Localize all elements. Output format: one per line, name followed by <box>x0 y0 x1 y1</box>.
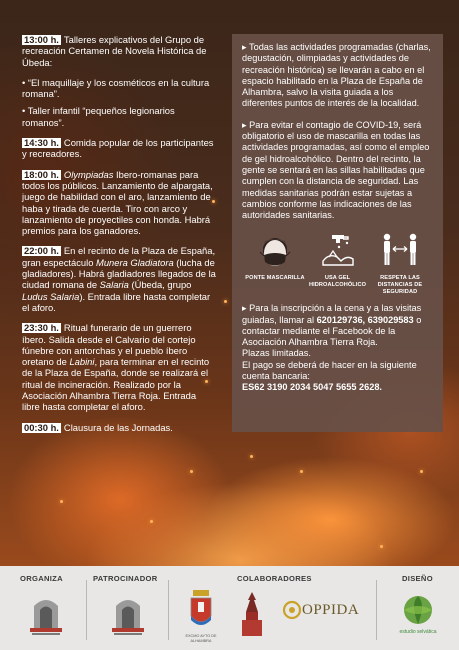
schedule-text: Talleres explicativos del Grupo de recreación Certamen de Novela Histórica de Úbeda: <box>22 34 207 68</box>
schedule-item-1300 <box>22 34 216 68</box>
ember <box>150 520 153 523</box>
time-badge: 18:00 h. <box>24 168 59 180</box>
mask-rule <box>244 231 306 295</box>
leaf-design-logo-icon <box>400 592 436 628</box>
covid-icons-row <box>242 231 433 295</box>
distance-rule <box>369 231 431 295</box>
oppida-logo-text: OPPIDA <box>302 602 360 618</box>
schedule-text: Comida popular de los participantes y recreadores. <box>22 137 214 160</box>
ayto-caption: EXCMO AYTO DE ALHAMBRA <box>185 634 217 643</box>
workshop-bullet-2: • Taller infantil “pequeños legionarios romanos”. <box>22 105 175 128</box>
schedule-text-em: Salaria <box>99 279 129 291</box>
phone-numbers: 620129736, 639029583 <box>316 314 414 325</box>
face-mask-icon <box>254 231 296 271</box>
ember <box>60 500 63 503</box>
sponsor-logo <box>106 592 150 638</box>
info-panel <box>232 34 443 432</box>
divider <box>376 580 377 640</box>
association-logo <box>24 592 68 638</box>
schedule-text-em: Ludus Salaria <box>22 290 80 302</box>
time-badge: 00:30 h. <box>24 421 59 433</box>
ember <box>224 300 227 303</box>
icon-label: PONTE MASCARILLA <box>245 275 305 282</box>
icon-label: USA GEL HIDROALCOHÓLICO <box>308 275 367 289</box>
bank-account: ES62 3190 2034 5047 5655 2628. <box>242 382 382 393</box>
schedule-text: Ritual funerario de un guerrero íbero. Salida desde el Calvario del cortejo fúnebre con antorchas y el pueblo íbero oretano de <box>22 322 196 368</box>
gel-rule <box>307 231 369 295</box>
time-badge: 23:30 h. <box>24 322 59 334</box>
info-covid: ▸ Para evitar el contagio de COVID-19, será obligatorio el uso de mascarilla en todas las actividades programadas, así como el empleo de gel hidroalcohólico. Dentro del recinto, la gente se sentará en las sillas habilitadas que cumplen con la distancia de seguridad. Las medidas sanitarias podrán estar sujetas a cambios conforme las indicaciones de las autoridades sanitarias. <box>242 119 430 221</box>
selvatica-caption: estudio selvática <box>399 629 437 635</box>
colaboradores-heading: COLABORADORES <box>237 574 312 583</box>
time-badge: 14:30 h. <box>24 137 59 149</box>
hand-sanitizer-icon <box>317 231 359 271</box>
schedule-item-0030 <box>22 422 216 433</box>
schedule-text-em: Labini <box>69 356 95 368</box>
icon-label: RESPETA LAS DISTANCIAS DE SEGURIDAD <box>377 275 423 295</box>
diseno-heading: DISEÑO <box>402 574 433 583</box>
town-hall-crest-icon <box>188 590 214 630</box>
schedule-text: (Úbeda, grupo <box>128 279 192 291</box>
info-activities: ▸ Todas las actividades programadas (charlas, degustación, olimpiadas y actividades de recreación histórica) se llevarán a cabo en el espacio habilitado en la Plaza de España de Alhambra, salvo la visita guiada a los diferentes puntos de interés de la localidad. <box>242 42 431 109</box>
info-registration <box>242 303 433 348</box>
time-badge: 13:00 h. <box>24 34 59 45</box>
historical-novel-logo <box>240 590 264 638</box>
time-badge: 22:00 h. <box>24 245 59 257</box>
ember <box>420 470 423 473</box>
schedule-text: ). Entrada libre hasta completar el aforo. <box>22 290 211 313</box>
schedule-text: , para terminar en el recinto de la Plaza de España, donde se realizará el ritual de incineración. Realizado por la Asociación Alhambra Tierra Roja. Entrada libre hasta completar el aforo. <box>22 356 210 413</box>
schedule-text-em: Munera Gladiatora <box>96 256 174 268</box>
ember <box>250 455 253 458</box>
sponsors-footer <box>0 566 459 650</box>
info-limited: Plazas limitadas. <box>242 348 311 359</box>
ember <box>300 470 303 473</box>
schedule-item-2330 <box>22 322 216 412</box>
organiza-heading: ORGANIZA <box>20 574 63 583</box>
divider <box>168 580 169 640</box>
info-text: o contactar mediante el Facebook de la Asociación Alhambra Tierra Roja. <box>242 314 422 348</box>
info-payment: El pago se deberá de hacer en la siguiente cuenta bancaria: <box>242 359 417 382</box>
workshop-bullet-1: • “El maquillaje y los cosméticos en la cultura romana”. <box>22 76 210 100</box>
ember <box>380 545 383 548</box>
schedule-text: En el recinto de la Plaza de España, gran espectáculo <box>22 245 216 268</box>
info-text: ▸ Para la inscripción a la cena y a las visitas guiadas, llamar al <box>242 303 422 325</box>
schedule-item-2200 <box>22 245 216 313</box>
schedule-item-1800 <box>22 169 216 237</box>
ember <box>190 470 193 473</box>
schedule-text-em: Olympiadas <box>63 168 114 180</box>
oppida-emblem-icon <box>282 600 302 620</box>
schedule-text: (lucha de gladiadores). Habrá gladiadores llegados de la ciudad romana de <box>22 256 216 291</box>
schedule-item-1430 <box>22 137 216 160</box>
divider <box>86 580 87 640</box>
schedule-text: Ibero-romanas para todos los públicos. Lanzamiento de alpargata, juego de habilidad con el aro, lanzamiento de haba y tirada de cuerda. Tiro con arco y lanzamiento de proyectiles con honda. Habrá premios para los ganadores. <box>22 168 213 237</box>
patrocinador-heading: PATROCINADOR <box>93 574 158 583</box>
social-distance-icon <box>379 231 421 271</box>
schedule-text: Clausura de las Jornadas. <box>63 421 173 433</box>
schedule-panel <box>22 34 216 442</box>
